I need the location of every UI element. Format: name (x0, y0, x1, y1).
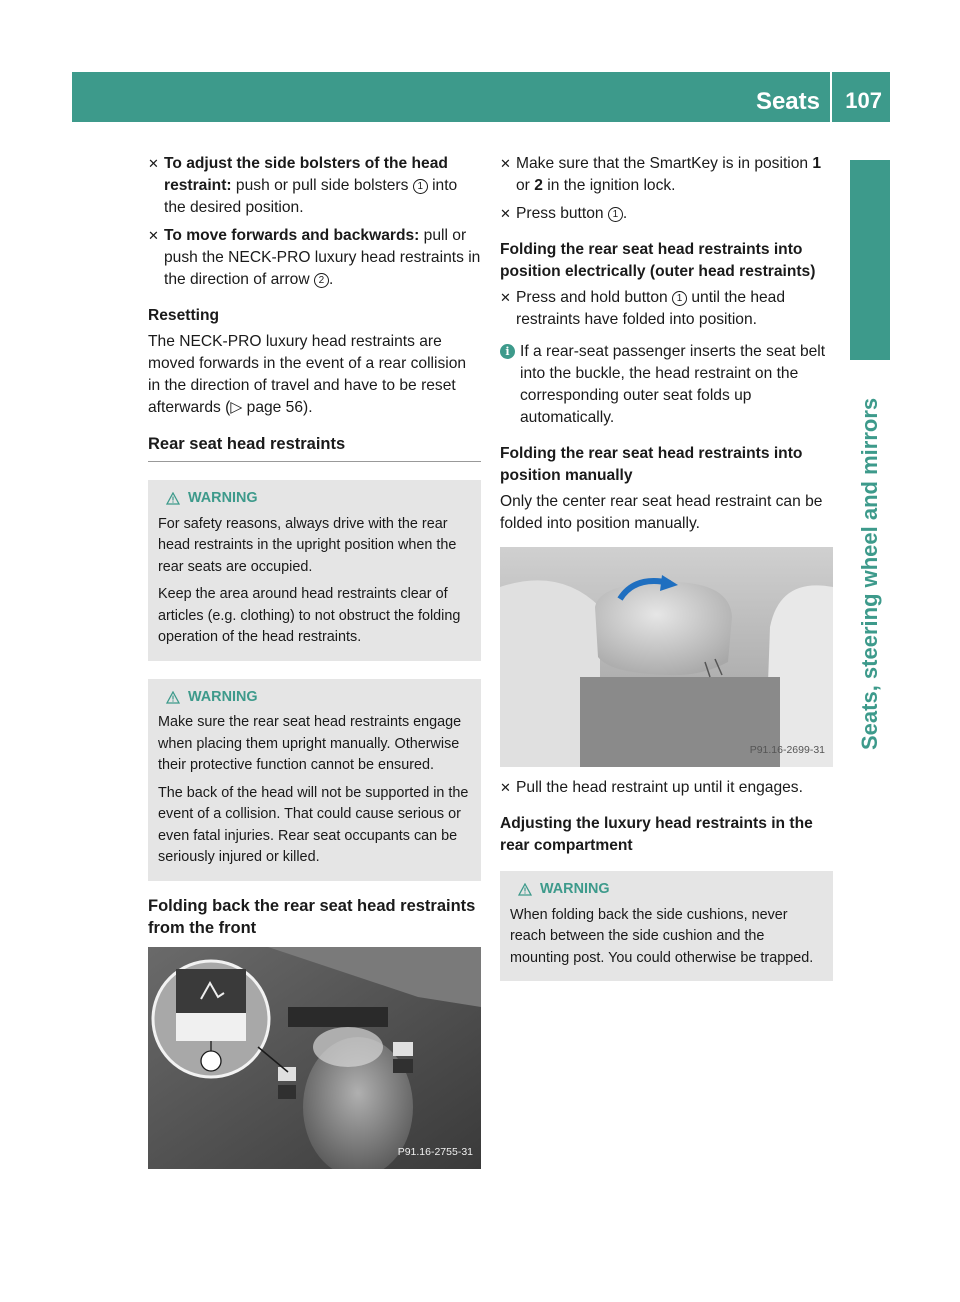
warning-header (158, 687, 471, 709)
position-value: 2 (534, 177, 543, 194)
step-label: To adjust the side bolsters of the head restraint: (164, 155, 448, 194)
step-arrow-icon: ✕ (500, 156, 511, 171)
figure-code: P91.16-2755-31 (397, 1145, 473, 1158)
circled-number-icon: 1 (413, 179, 428, 194)
rear-seat-heading: Rear seat head restraints (148, 433, 481, 462)
fold-front-heading: Folding back the rear seat head restraints from the front (148, 896, 476, 937)
step-arrow-icon: ✕ (500, 780, 511, 795)
warning-box-3 (500, 871, 833, 981)
header-bar (72, 72, 890, 122)
warning-text: The back of the head will not be supported in the event of a collision. That could cause serious or even fatal injuries. Rear seat occupants can be seriously injured or killed. (158, 784, 469, 865)
manual-fold-heading: Folding the rear seat head restraints into position manually (500, 445, 803, 484)
section-title: Seats (755, 88, 820, 115)
chapter-tab (850, 160, 890, 360)
step-side-bolsters (148, 153, 481, 219)
step-pull-up (500, 777, 833, 799)
warning-box-2 (148, 679, 481, 881)
head-restraint-photo (500, 547, 833, 767)
step-arrow-icon: ✕ (500, 290, 511, 305)
warning-title: WARNING (188, 490, 258, 506)
step-arrow-icon: ✕ (500, 206, 511, 221)
step-text: in the ignition lock. (542, 177, 676, 194)
step-text: pull or push the NECK-PRO luxury head restraints in the direction of arrow (164, 227, 481, 288)
step-forwards-backwards (148, 225, 481, 291)
warning-header (158, 488, 471, 510)
right-column (500, 153, 833, 995)
console-photo (148, 947, 481, 1169)
warning-triangle-icon (518, 883, 532, 896)
head-restraint-figure (500, 547, 833, 767)
chapter-label: Seats, steering wheel and mirrors (857, 397, 882, 750)
step-text: . (622, 205, 628, 222)
warning-header (510, 879, 823, 901)
paragraph-text: ). (303, 399, 313, 416)
info-icon: i (500, 344, 515, 359)
step-press-hold (500, 287, 833, 331)
warning-box-1 (148, 480, 481, 661)
console-button-figure (148, 947, 481, 1169)
step-text: Press and hold button (516, 289, 673, 306)
step-text: Press button (516, 205, 608, 222)
resetting-paragraph (148, 331, 481, 419)
electric-fold-heading: Folding the rear seat head restraints into position electrically (outer head restraints) (500, 241, 816, 280)
left-column (148, 153, 481, 1179)
luxury-heading: Adjusting the luxury head restraints in the rear compartment (500, 815, 813, 854)
page-reference-link[interactable]: ▷ page 56 (230, 399, 304, 416)
step-text: or (516, 177, 535, 194)
warning-triangle-icon (166, 492, 180, 505)
warning-text: Keep the area around head restraints clear of articles (e.g. clothing) to not obstruct the folding operation of the head restraints. (158, 586, 461, 645)
circled-number-icon: 1 (608, 207, 623, 222)
circled-number-icon: 2 (314, 273, 329, 288)
info-note (500, 341, 833, 429)
step-text: until the head restraints have folded into position. (516, 289, 786, 328)
warning-text: For safety reasons, always drive with the rear head restraints in the upright position when the rear seats are occupied. (158, 515, 457, 575)
position-value: 1 (812, 155, 822, 172)
step-arrow-icon: ✕ (148, 156, 159, 171)
header-divider (830, 72, 832, 122)
step-smartkey (500, 153, 833, 197)
warning-text: Make sure the rear seat head restraints engage when placing them upright manually. Otherwise their protective function cannot be ensured. (158, 714, 462, 773)
page-number: 107 (845, 88, 882, 113)
step-press-button (500, 203, 833, 225)
step-arrow-icon: ✕ (148, 228, 159, 243)
resetting-heading: Resetting (148, 307, 220, 324)
info-text: If a rear-seat passenger inserts the seat belt into the buckle, the head restraint on the corresponding outer seat folds up automatically. (520, 343, 826, 426)
step-text: . (328, 271, 334, 288)
figure-code: P91.16-2699-31 (749, 744, 825, 756)
step-text: Make sure that the SmartKey is in position (516, 155, 813, 172)
warning-title: WARNING (540, 881, 610, 897)
warning-text: When folding back the side cushions, never reach between the side cushion and the mounting post. You could otherwise be trapped. (510, 906, 814, 966)
step-text: into the desired position. (164, 177, 458, 216)
warning-triangle-icon (166, 691, 180, 704)
step-label: To move forwards and backwards: (164, 227, 420, 244)
step-text: push or pull side bolsters (231, 177, 413, 194)
manual-paragraph: Only the center rear seat head restraint can be folded into position manually. (500, 493, 823, 532)
warning-title: WARNING (188, 688, 258, 705)
circled-number-icon: 1 (672, 291, 687, 306)
step-text: Pull the head restraint up until it engages. (516, 779, 803, 796)
paragraph-text: The NECK-PRO luxury head restraints are moved forwards in the event of a rear collision in the direction of travel and have to be reset afterwards ( (148, 333, 467, 416)
